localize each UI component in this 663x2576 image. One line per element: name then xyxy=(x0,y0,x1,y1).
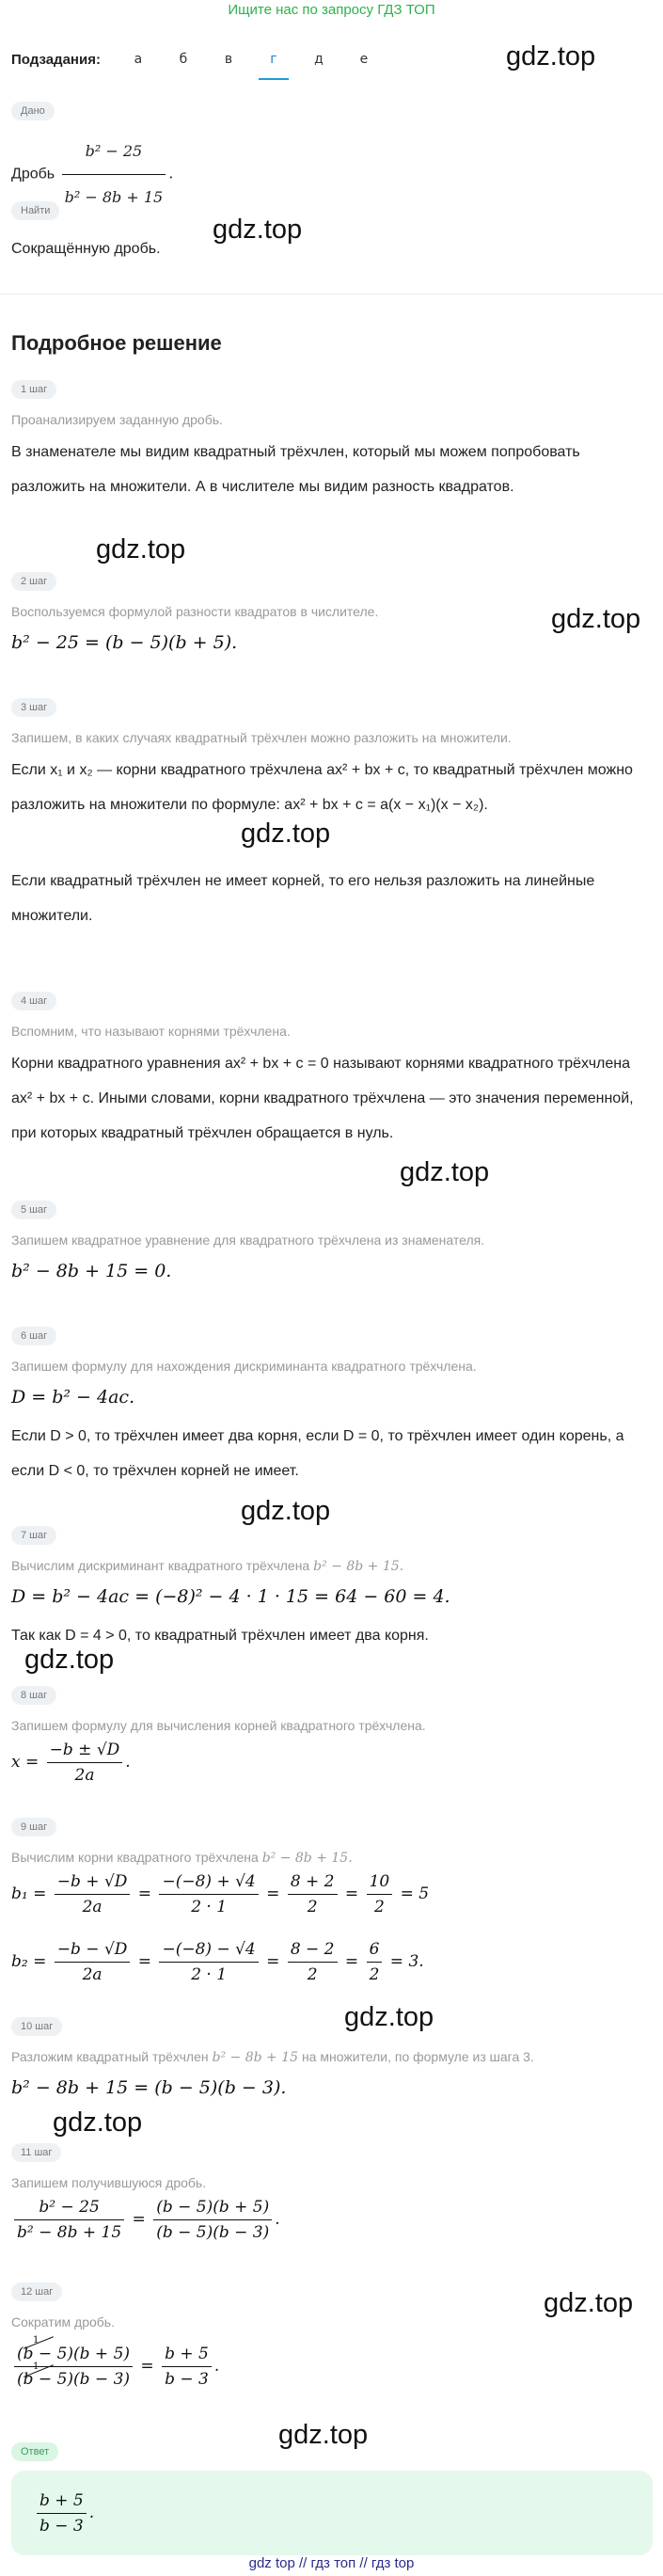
cancel-mark: 1 xyxy=(33,2361,39,2372)
answer-pill: Ответ xyxy=(11,2442,58,2461)
fraction-denominator: 2 xyxy=(373,1898,385,1916)
step-hint xyxy=(11,1850,651,1866)
step-pill: 4 шаг xyxy=(11,992,56,1010)
step-text: Если x₁ и x₂ — корни квадратного трёхчлена ax² + bx + c, то квадратный трёхчлен можно разложить на множители по формуле: ax² + bx + c = a(x − x₁)(x − x₂). xyxy=(11,762,633,813)
step-pill: 5 шаг xyxy=(11,1201,56,1219)
step-text: Если квадратный трёхчлен не имеет корней, то его нельзя разложить на линейные множители. xyxy=(11,873,595,924)
step-hint: Воспользуемся формулой разности квадратов в числителе. xyxy=(11,604,379,619)
step-pill: 8 шаг xyxy=(11,1686,56,1705)
fraction-denominator: (b − 5)(b − 3) xyxy=(17,2370,131,2389)
step-hint xyxy=(11,2049,651,2065)
step-pill: 1 шаг xyxy=(11,380,56,399)
fraction-denominator: 2 xyxy=(307,1965,318,1984)
hint-text: Вычислим корни квадратного трёхчлена xyxy=(11,1850,259,1865)
step-text: Корни квадратного уравнения ax² + bx + c = 0 называют корнями квадратного трёхчлена ax² + bx + c. Иными словами, корни квадратного трёхчлена — это значения переменной, при которых квадратный трёхчлен обращается в нуль. xyxy=(11,1056,634,1141)
watermark: gdz.top xyxy=(551,604,641,634)
fraction-numerator: (b − 5)(b + 5) xyxy=(153,2198,272,2220)
step-text: Если D > 0, то трёхчлен имеет два корня, если D = 0, то трёхчлен имеет один корень, а если D < 0, то трёхчлен корней не имеет. xyxy=(11,1428,624,1479)
step-formula: D = b² − 4ac = (−8)² − 4 · 1 · 15 = 64 − 60 = 4. xyxy=(11,1586,450,1607)
watermark: gdz.top xyxy=(241,819,331,849)
fraction-denominator: 2 · 1 xyxy=(191,1965,228,1984)
fraction-denominator: 2 · 1 xyxy=(191,1898,228,1916)
step-text: Так как D = 4 > 0, то квадратный трёхчлен имеет два корня. xyxy=(11,1628,429,1644)
step-formula: D = b² − 4ac. xyxy=(11,1387,135,1407)
step-hint: Запишем получившуюся дробь. xyxy=(11,2175,207,2190)
step-hint: Запишем квадратное уравнение для квадратного трёхчлена из знаменателя. xyxy=(11,1232,485,1248)
step-pill: 7 шаг xyxy=(11,1526,56,1545)
watermark: gdz.top xyxy=(53,2107,143,2138)
fraction-denominator: 2a xyxy=(74,1766,95,1785)
fraction-denominator: b − 3 xyxy=(39,2517,84,2536)
fraction-denominator: b² − 8b + 15 xyxy=(64,188,164,206)
fraction-denominator: 2 xyxy=(307,1898,318,1916)
find-text: Сокращённую дробь. xyxy=(11,241,161,257)
formula-fraction xyxy=(47,1741,123,1785)
watermark: gdz.top xyxy=(24,1645,115,1675)
watermark: gdz.top xyxy=(241,1496,331,1526)
top-banner[interactable]: Ищите нас по запросу ГДЗ ТОП xyxy=(228,2,435,18)
fraction-numerator: b² − 25 xyxy=(14,2198,124,2220)
step-formula: $\frac{\text{b² − 25}}{\text{b² − 8b + 15}}$ = $\frac{(b - 5)(b + 5)}{(b - 5)(b - 3)}$ . xyxy=(11,2198,280,2242)
fraction-denominator: b − 3 xyxy=(165,2370,209,2389)
tab-b[interactable]: б xyxy=(179,52,188,67)
step-formula: x = $\frac{-b \pm √D}{2a}$ . xyxy=(11,1741,131,1785)
root-b2-formula: b₂ = $\frac{-b - √D}{2a}$ = $\frac{-(-8) - √4}{2 \cdot 1}$ = $\frac{8 - 2}{2}$ = $\frac{6}{2}$ = 3. xyxy=(11,1940,424,1984)
fraction-numerator: (b − 5)(b + 5) xyxy=(17,2345,131,2363)
step-pill: 9 шаг xyxy=(11,1818,56,1837)
watermark: gdz.top xyxy=(506,41,596,72)
watermark: gdz.top xyxy=(400,1157,490,1187)
formula-lhs: b₂ = xyxy=(11,1952,47,1971)
step-formula: b² − 8b + 15 = (b − 5)(b − 3). xyxy=(11,2077,287,2098)
fraction-numerator: b + 5 xyxy=(37,2491,87,2514)
hint-text: на множители, по формуле из шага 3. xyxy=(301,2049,534,2064)
step-pill: 6 шаг xyxy=(11,1327,56,1345)
tab-a[interactable]: а xyxy=(134,52,143,67)
hint-text: Разложим квадратный трёхчлен xyxy=(11,2049,209,2064)
fraction-denominator: 2 xyxy=(369,1965,380,1984)
fraction-denominator: b² − 8b + 15 xyxy=(17,2223,122,2242)
given-pill: Дано xyxy=(11,102,55,120)
answer-box xyxy=(11,2471,653,2555)
fraction-numerator: b + 5 xyxy=(162,2345,212,2367)
fraction-numerator: 8 + 2 xyxy=(288,1872,338,1895)
formula-lhs: x = xyxy=(11,1753,39,1772)
hint-math: b² − 8b + 15 xyxy=(212,2050,299,2065)
watermark: gdz.top xyxy=(544,2288,634,2318)
subtasks-bar xyxy=(11,43,387,75)
step-text: В знаменателе мы видим квадратный трёхчлен, который мы можем попробовать разложить на множители. А в числителе мы видим разность квадратов. xyxy=(11,444,580,495)
hint-math: b² − 8b + 15. xyxy=(313,1559,404,1574)
fraction-numerator: 10 xyxy=(367,1872,393,1895)
fraction-numerator: −(−8) + √4 xyxy=(159,1872,258,1895)
formula-lhs: b₁ = xyxy=(11,1884,47,1903)
fraction-numerator: −b + √D xyxy=(55,1872,131,1895)
fraction-numerator: −b ± √D xyxy=(47,1741,123,1763)
given-statement: Дробь $\frac{\text{b² − 25}}{\text{b² − 8b + 15}}$ . xyxy=(11,132,651,217)
watermark: gdz.top xyxy=(344,2002,434,2032)
step-hint: Сократим дробь. xyxy=(11,2314,115,2330)
root-b1-formula: b₁ = $\frac{-b + √D}{2a}$ = $\frac{-(-8) + √4}{2 \cdot 1}$ = $\frac{8 + 2}{2}$ = $\frac{10}{2}$ = 5 xyxy=(11,1872,430,1916)
fraction-numerator: −b − √D xyxy=(55,1940,131,1963)
fraction-denominator: 2a xyxy=(82,1898,103,1916)
hint-text: Вычислим дискриминант квадратного трёхчлена xyxy=(11,1558,310,1573)
step-formula: b² − 8b + 15 = 0. xyxy=(11,1261,172,1281)
fraction-numerator: 6 xyxy=(367,1940,383,1963)
tab-d[interactable]: д xyxy=(314,52,324,67)
subtasks-label: Подзадания: xyxy=(11,51,101,68)
step-hint: Запишем формулу для нахождения дискриминанта квадратного трёхчлена. xyxy=(11,1359,477,1374)
fraction-numerator: b² − 25 xyxy=(62,132,166,175)
formula-result: = 3. xyxy=(389,1952,424,1971)
watermark: gdz.top xyxy=(213,215,303,245)
step-hint: Проанализируем заданную дробь. xyxy=(11,412,223,427)
given-fraction xyxy=(62,132,166,217)
step-hint xyxy=(11,1558,651,1574)
tab-v[interactable]: в xyxy=(224,52,233,67)
step-hint: Запишем формулу для вычисления корней квадратного трёхчлена. xyxy=(11,1718,426,1733)
answer-formula: $\frac{b + 5}{b - 3}$ . xyxy=(34,2491,94,2536)
step-hint: Запишем, в каких случаях квадратный трёхчлен можно разложить на множители. xyxy=(11,730,512,745)
hint-math: b² − 8b + 15. xyxy=(261,1851,353,1866)
watermark: gdz.top xyxy=(278,2420,369,2450)
step-pill: 3 шаг xyxy=(11,698,56,717)
step-pill: 11 шаг xyxy=(11,2143,61,2162)
step-pill: 12 шаг xyxy=(11,2282,62,2301)
step-hint: Вспомним, что называют корнями трёхчлена. xyxy=(11,1024,291,1039)
watermark: gdz.top xyxy=(96,534,186,564)
solution-title: Подробное решение xyxy=(11,331,222,355)
fraction-denominator: 2a xyxy=(82,1965,103,1984)
step-pill: 2 шаг xyxy=(11,572,56,591)
tab-e[interactable]: е xyxy=(359,52,369,67)
formula-result: = 5 xyxy=(400,1884,430,1903)
cancel-mark: 1 xyxy=(33,2335,39,2345)
step-formula: (b − 5)(b + 5) 1 (b − 5)(b − 3) 1 = $\frac{b + 5}{b - 3}$ . xyxy=(11,2345,219,2389)
find-pill: Найти xyxy=(11,201,59,220)
step-pill: 10 шаг xyxy=(11,2017,62,2036)
tab-g[interactable]: г xyxy=(251,46,296,72)
footer-links[interactable]: gdz top // гдз топ // гдз top xyxy=(248,2555,415,2571)
given-prefix: Дробь xyxy=(11,166,55,183)
fraction-numerator: −(−8) − √4 xyxy=(159,1940,258,1963)
fraction-numerator: 8 − 2 xyxy=(288,1940,338,1963)
fraction-denominator: (b − 5)(b − 3) xyxy=(156,2223,270,2242)
step-formula: b² − 25 = (b − 5)(b + 5). xyxy=(11,632,238,653)
